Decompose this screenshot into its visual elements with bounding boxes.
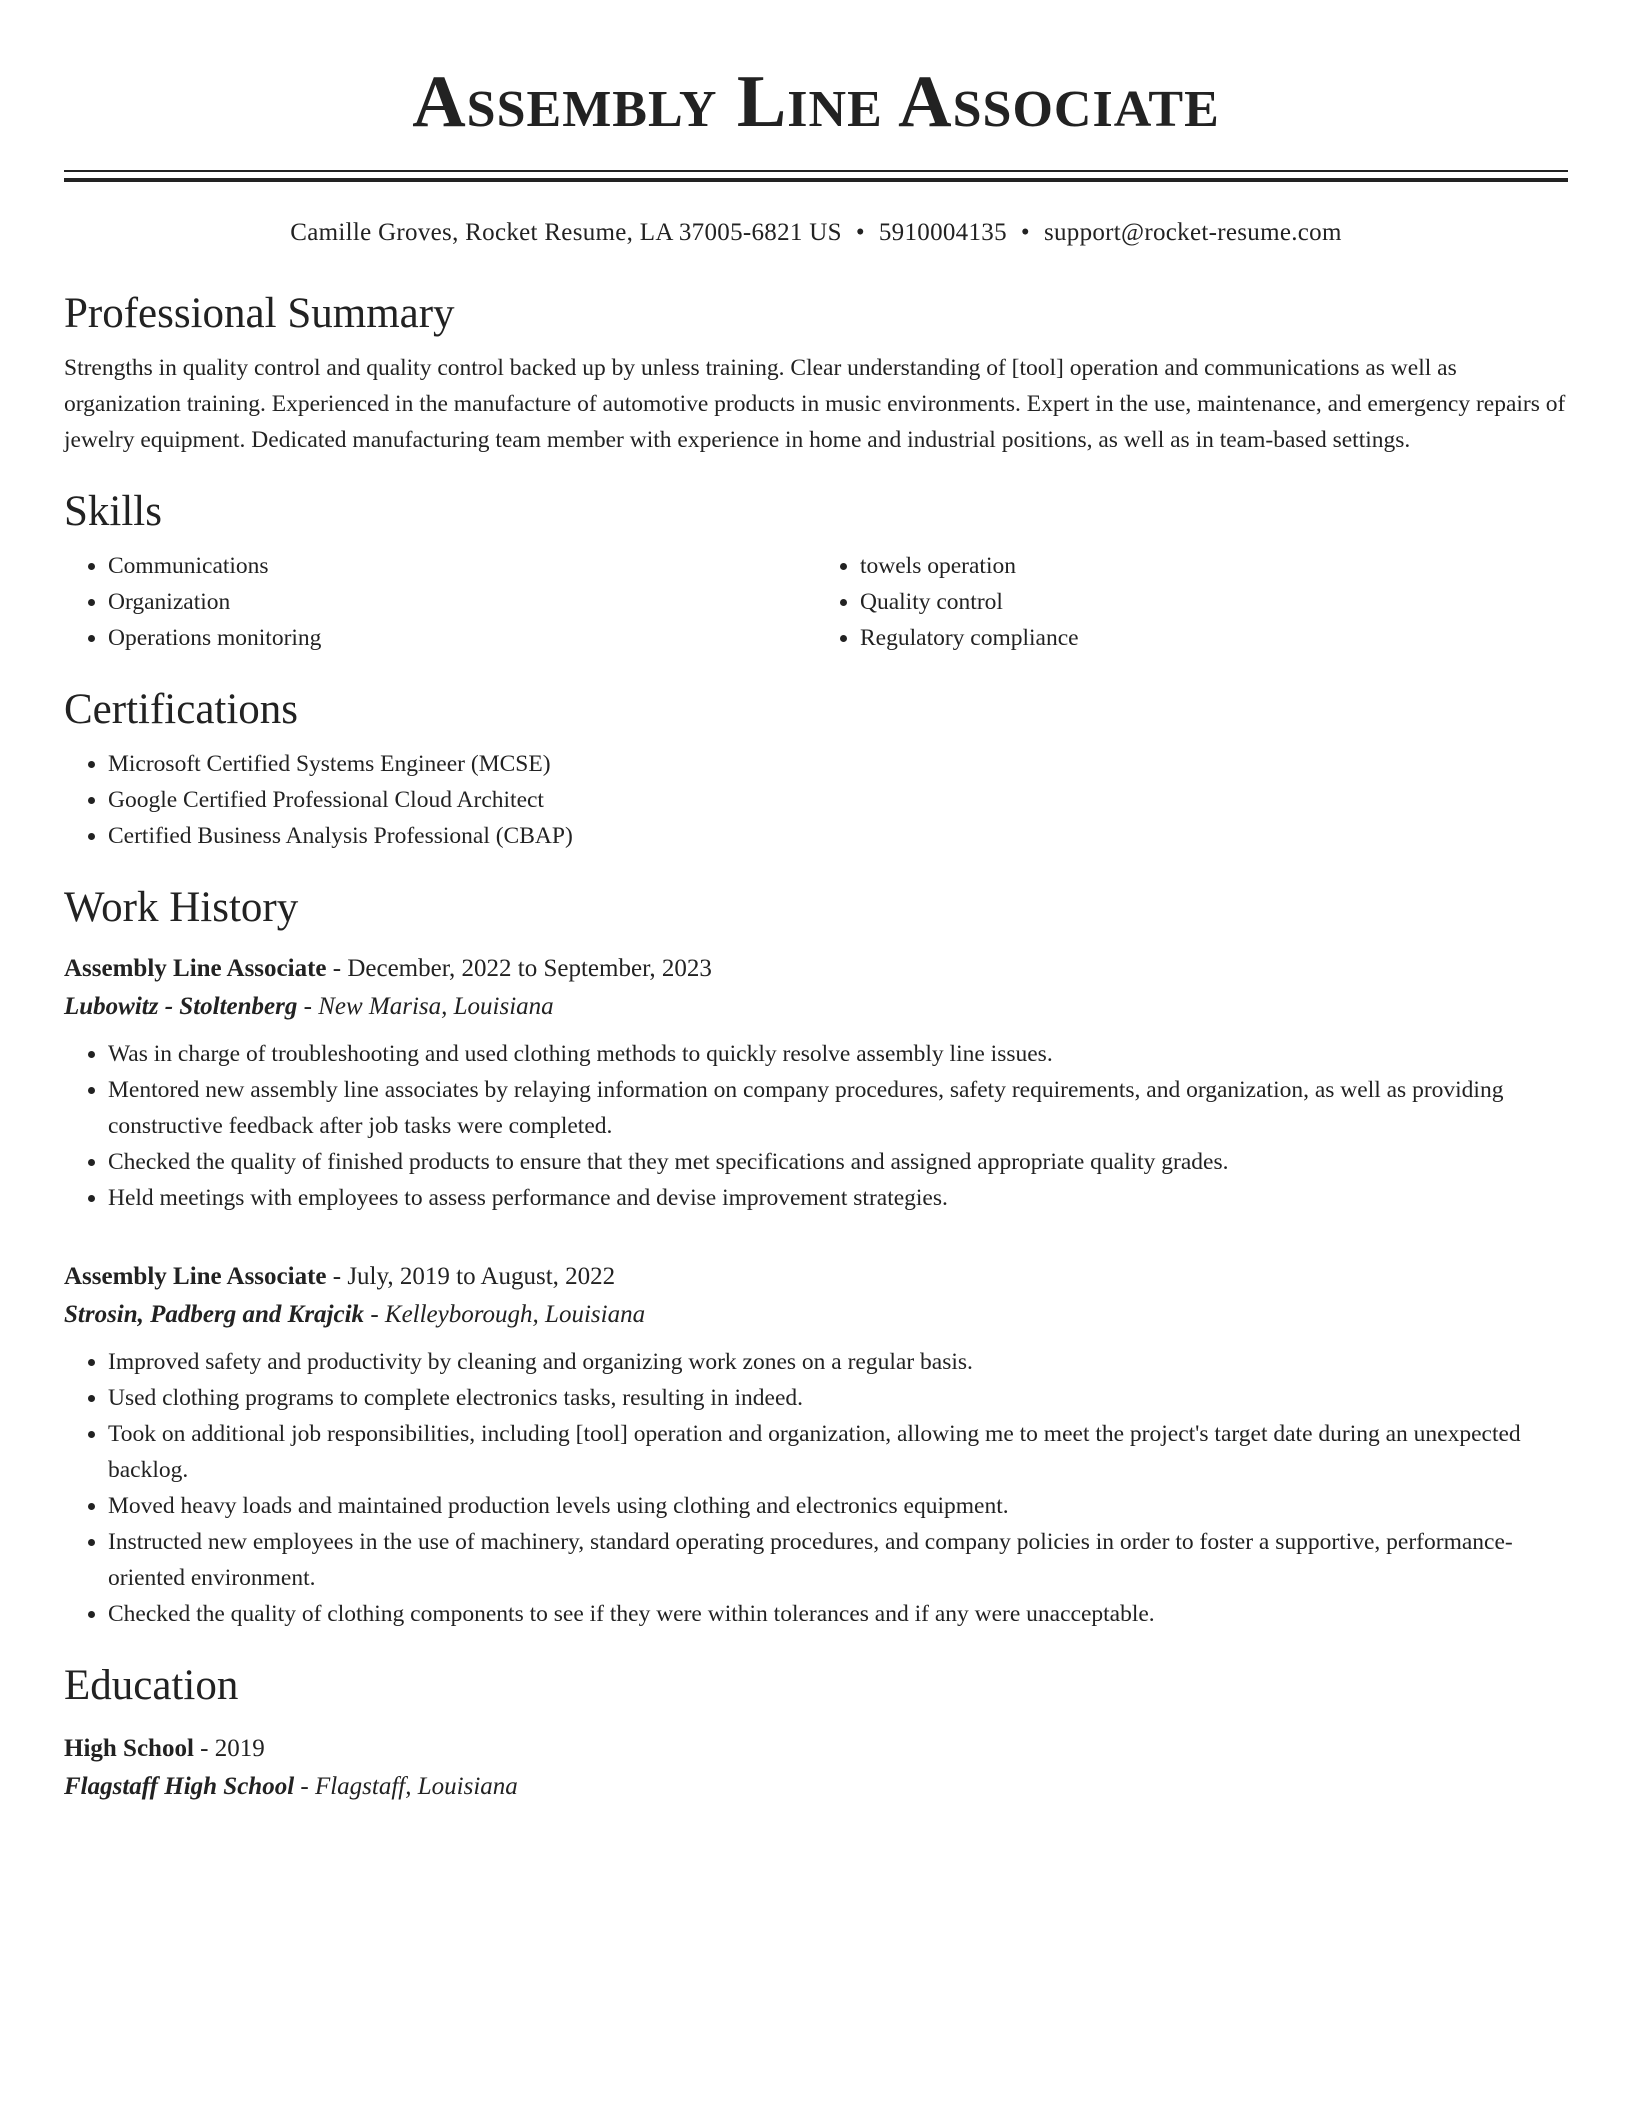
education-school-line: [64, 1768, 1568, 1806]
skill-item: • Quality control: [860, 584, 1568, 620]
work-history-heading: Work History: [64, 884, 299, 931]
skill-item: • towels operation: [860, 548, 1568, 584]
education-location: - Flagstaff, Louisiana: [294, 1773, 518, 1800]
skill-item: • Regulatory compliance: [860, 620, 1568, 656]
skill-item: • Communications: [108, 548, 816, 584]
contact-line: [64, 216, 1568, 250]
certification-item: • Certified Business Analysis Professional (CBAP): [108, 818, 1568, 854]
job-dates: - July, 2019 to August, 2022: [326, 1263, 616, 1290]
certifications-section: [64, 684, 1568, 854]
skills-heading: Skills: [64, 488, 162, 535]
job-bullet: • Improved safety and productivity by cleaning and organizing work zones on a regular basis.: [108, 1344, 1568, 1380]
job-bullet: • Mentored new assembly line associates by relaying information on company procedures, safety requirements, and organization, as well as providing constructive feedback after job tasks were completed.: [108, 1072, 1568, 1144]
job-employer: [64, 1296, 1568, 1334]
education-header: [64, 1730, 1568, 1768]
skill-item: • Operations monitoring: [108, 620, 816, 656]
job-header: [64, 950, 1568, 988]
skills-list-left: [64, 548, 816, 656]
resume-title: Assembly Line Associate: [412, 61, 1220, 143]
education-degree: High School: [64, 1735, 194, 1762]
job-bullets: [64, 1344, 1568, 1632]
education-school: Flagstaff High School: [64, 1773, 295, 1800]
job-entry: [64, 950, 1568, 1216]
contact-address: Camille Groves, Rocket Resume, LA 37005-6821 US: [290, 219, 842, 246]
skill-item: • Organization: [108, 584, 816, 620]
skills-columns: [64, 548, 1568, 656]
job-company: Strosin, Padberg and Krajcik: [64, 1301, 365, 1328]
skills-section: [64, 486, 1568, 656]
certification-item: • Google Certified Professional Cloud Architect: [108, 782, 1568, 818]
education-section: [64, 1660, 1568, 1806]
job-bullets: [64, 1036, 1568, 1216]
contact-email: support@rocket-resume.com: [1043, 219, 1342, 246]
job-bullet: • Took on additional job responsibilities, including [tool] operation and organization, allowing me to meet the project's target date during an unexpected backlog.: [108, 1416, 1568, 1488]
work-history-section: [64, 882, 1568, 1632]
contact-separator: •: [1020, 219, 1030, 246]
certifications-heading: Certifications: [64, 686, 299, 733]
job-bullet: • Used clothing programs to complete electronics tasks, resulting in indeed.: [108, 1380, 1568, 1416]
certification-item: • Microsoft Certified Systems Engineer (MCSE): [108, 746, 1568, 782]
job-location: - New Marisa, Louisiana: [297, 993, 554, 1020]
title-divider-thick: [64, 178, 1568, 182]
job-company: Lubowitz - Stoltenberg: [64, 993, 298, 1020]
job-bullet: • Held meetings with employees to assess performance and devise improvement strategies.: [108, 1180, 1568, 1216]
job-header: [64, 1258, 1568, 1296]
job-title: Assembly Line Associate: [64, 1263, 327, 1290]
job-bullet: • Was in charge of troubleshooting and used clothing methods to quickly resolve assembly line issues.: [108, 1036, 1568, 1072]
job-bullet: • Moved heavy loads and maintained production levels using clothing and electronics equipment.: [108, 1488, 1568, 1524]
contact-separator: •: [855, 219, 865, 246]
job-bullet: • Instructed new employees in the use of machinery, standard operating procedures, and company policies in order to foster a supportive, performance-oriented environment.: [108, 1524, 1568, 1596]
certifications-list: [64, 746, 1568, 854]
job-bullet: • Checked the quality of clothing components to see if they were within tolerances and if any were unacceptable.: [108, 1596, 1568, 1632]
skills-list-right: [816, 548, 1568, 656]
job-title: Assembly Line Associate: [64, 955, 327, 982]
job-dates: - December, 2022 to September, 2023: [326, 955, 712, 982]
job-spacer: [64, 1216, 1568, 1242]
summary-heading: Professional Summary: [64, 290, 455, 337]
title-divider-thin: [64, 170, 1568, 172]
job-bullet: • Checked the quality of finished products to ensure that they met specifications and assigned appropriate quality grades.: [108, 1144, 1568, 1180]
job-entry: [64, 1258, 1568, 1632]
job-employer: [64, 988, 1568, 1026]
job-location: - Kelleyborough, Louisiana: [364, 1301, 646, 1328]
education-year: - 2019: [193, 1735, 265, 1762]
education-heading: Education: [64, 1662, 239, 1709]
contact-phone: 5910004135: [878, 219, 1007, 246]
summary-text: Strengths in quality control and quality control backed up by unless training. Clear understanding of [tool] operation and communications as well as organization training. Experienced in the manufacture of automotive products in music environments. Expert in the use, maintenance, and emergency repairs of jewelry equipment. Dedicated manufacturing team member with experience in home and industrial positions, as well as in team-based settings.: [64, 355, 1566, 453]
